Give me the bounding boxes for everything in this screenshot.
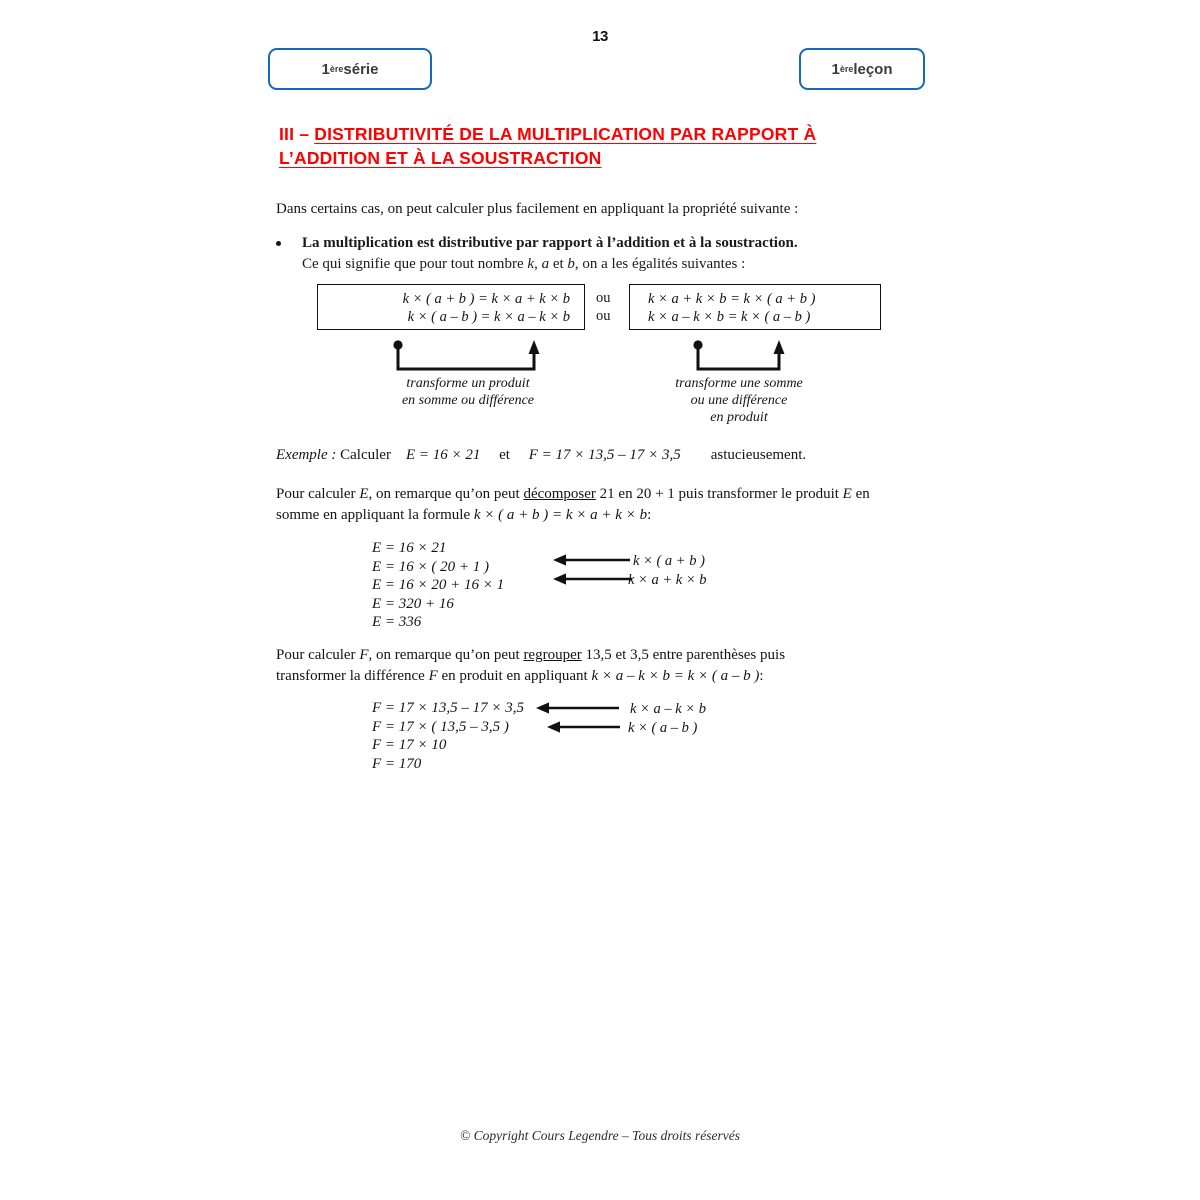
para-f-formula: k × a – k × b = k × ( a – b ) [591, 668, 760, 684]
para-f-keyword-regrouper: regrouper [523, 647, 582, 663]
formula-left-line1: k × ( a + b ) = k × a + k × b [402, 291, 570, 307]
annotation-left [382, 375, 554, 409]
annotation-right [660, 375, 818, 426]
left-arrow-e1-icon [552, 552, 632, 568]
property-explanation-p3: et [549, 256, 568, 272]
para-f-var-f1: F [359, 647, 369, 663]
para-e-keyword-decomposer: décomposer [523, 486, 596, 502]
example-tail: astucieusement. [710, 447, 807, 463]
calc-f-line-3: F = 17 × 10 [372, 737, 447, 753]
footer-copyright: © Copyright Cours Legendre – Tous droits réservés [460, 1128, 740, 1143]
example-label: Exemple : [276, 447, 337, 463]
para-f-p5: en produit en appliquant [437, 668, 592, 684]
left-arrow-f2-icon [546, 719, 622, 735]
badge-lecon [799, 48, 925, 90]
annotation-left-line1: transforme un produit [406, 376, 530, 391]
var-k: k [527, 256, 535, 272]
para-e-formula: k × ( a + b ) = k × a + k × b [473, 507, 648, 523]
section-title-line1: DISTRIBUTIVITÉ DE LA MULTIPLICATION PAR RAPPORT À [314, 124, 817, 144]
side-label-f2 [628, 720, 697, 737]
property-explanation-p4: , on a les égalités suivantes : [574, 256, 746, 272]
example-expression-f: F = 17 × 13,5 – 17 × 3,5 [528, 447, 681, 463]
property-explanation-p1: Ce qui signifie que pour tout nombre [302, 256, 528, 272]
badge-serie-ordinal: ère [329, 64, 344, 74]
var-a: a [541, 256, 550, 272]
side-label-e1 [633, 553, 705, 570]
calc-e-line-2: E = 16 × ( 20 + 1 ) [372, 558, 490, 575]
calculation-block-e [372, 539, 504, 632]
para-e-p4: en [851, 486, 870, 502]
annotation-left-line2: en somme ou différence [401, 393, 535, 408]
para-e-p5: somme en appliquant la formule [276, 507, 474, 523]
badge-serie-label: série [343, 60, 379, 78]
bullet-dot-icon [276, 241, 281, 246]
calc-f-line-1: F = 17 × 13,5 – 17 × 3,5 [372, 700, 525, 716]
paragraph-calculer-f [276, 645, 936, 687]
badge-lecon-number: 1 [831, 60, 840, 78]
calc-e-line-1: E = 16 × 21 [372, 540, 447, 556]
side-label-f1-text: k × a – k × b [630, 701, 706, 717]
left-arrow-e2-icon [552, 571, 634, 587]
para-e-p1: Pour calculer [276, 486, 360, 502]
para-e-p6: : [647, 507, 652, 523]
page-number: 13 [592, 28, 608, 45]
annotation-right-line3: en produit [710, 410, 768, 425]
para-e-var-e2: E [842, 486, 852, 502]
formula-right-line2: k × a – k × b = k × ( a – b ) [648, 309, 811, 325]
para-f-p6: : [759, 668, 764, 684]
example-conjunction: et [499, 447, 510, 463]
para-f-var-f2: F [428, 668, 438, 684]
formula-box-right [629, 284, 881, 330]
intro-paragraph: Dans certains cas, on peut calculer plus facilement en appliquant la propriété suivante : [276, 201, 799, 217]
section-title-line2: L’ADDITION ET À LA SOUSTRACTION [279, 148, 602, 168]
conjunction-ou-1: ou [596, 290, 611, 306]
para-e-p3: 21 en 20 + 1 puis transformer le produit [595, 486, 843, 502]
side-label-f1 [630, 701, 706, 718]
u-arrow-right-icon [686, 336, 792, 376]
para-f-p4: transformer la différence [276, 668, 429, 684]
calc-e-line-5: E = 336 [372, 614, 422, 630]
calc-f-line-4: F = 170 [372, 755, 422, 772]
side-label-e2 [628, 572, 706, 589]
example-line [276, 445, 956, 466]
example-verb: Calculer [336, 447, 395, 463]
property-explanation-p2: , [534, 256, 542, 272]
para-f-p3: 13,5 et 3,5 entre parenthèses puis [581, 647, 786, 663]
badge-serie-number: 1 [321, 60, 330, 78]
badge-lecon-ordinal: ère [839, 64, 854, 74]
para-f-p1: Pour calculer [276, 647, 360, 663]
annotation-right-line2: ou une différence [690, 393, 788, 408]
formula-left-line2: k × ( a – b ) = k × a – k × b [407, 309, 570, 325]
conjunction-ou-2: ou [596, 308, 611, 324]
formula-box-left [317, 284, 585, 330]
para-e-var-e1: E [359, 486, 369, 502]
u-arrow-left-icon [386, 336, 546, 376]
section-title-prefix: III – [279, 124, 315, 144]
para-f-p2: , on remarque qu’on peut [368, 647, 524, 663]
para-e-p2: , on remarque qu’on peut [368, 486, 524, 502]
left-arrow-f1-icon [535, 700, 621, 716]
example-expression-e: E = 16 × 21 [405, 447, 481, 463]
property-statement: La multiplication est distributive par rapport à l’addition et à la soustraction. [302, 235, 798, 251]
paragraph-calculer-e [276, 484, 936, 526]
calc-f-line-2: F = 17 × ( 13,5 – 3,5 ) [372, 718, 509, 735]
annotation-right-line1: transforme une somme [675, 376, 803, 391]
property-explanation [302, 256, 745, 273]
badge-lecon-label: leçon [853, 60, 893, 78]
section-title [279, 122, 919, 170]
badge-serie [268, 48, 432, 90]
formula-right-line1: k × a + k × b = k × ( a + b ) [648, 291, 816, 307]
var-b: b [567, 256, 575, 272]
side-label-f2-text: k × ( a – b ) [628, 720, 698, 736]
side-label-e1-text: k × ( a + b ) [633, 553, 705, 569]
calc-e-line-4: E = 320 + 16 [372, 595, 454, 612]
side-label-e2-text: k × a + k × b [628, 572, 707, 588]
calculation-block-f [372, 699, 524, 773]
calc-e-line-3: E = 16 × 20 + 16 × 1 [372, 577, 505, 593]
